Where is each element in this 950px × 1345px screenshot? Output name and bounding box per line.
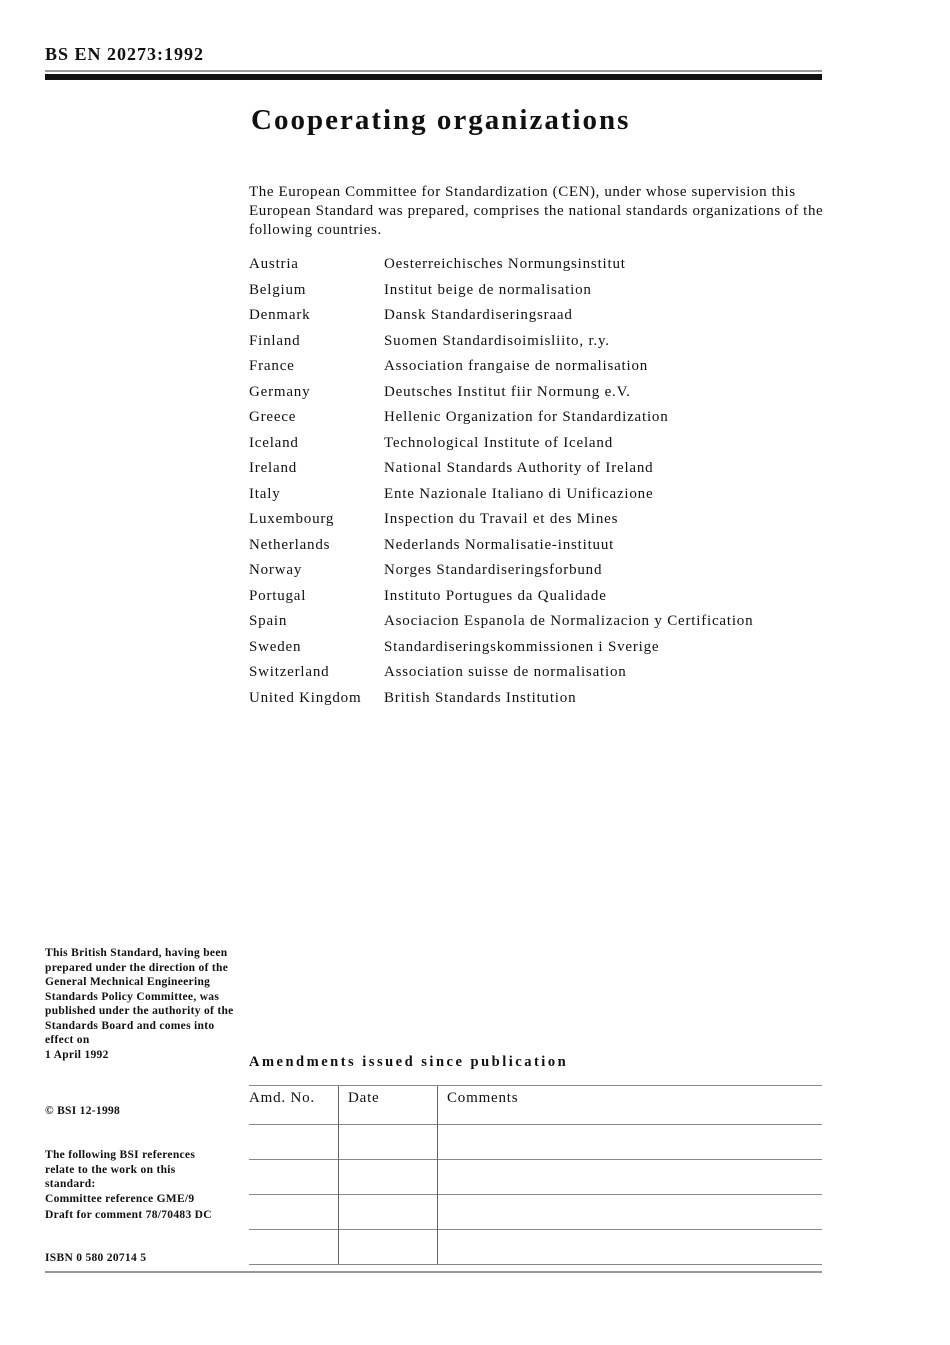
organization-name: Asociacion Espanola de Normalizacion y Certification (384, 613, 754, 629)
organization-country: Denmark (249, 307, 311, 323)
date-header: Date (339, 1086, 438, 1125)
organization-country: Greece (249, 409, 297, 425)
organization-name: Standardiseringskommissionen i Sverige (384, 638, 660, 655)
organization-name: Oesterreichisches Normungsinstitut (384, 256, 626, 272)
organization-name: British Standards Institution (384, 689, 577, 706)
references-block (45, 1148, 245, 1223)
amendment-row (249, 1125, 822, 1160)
organization-name: Ente Nazionale Italiano di Unificazione (384, 485, 654, 502)
organization-country: France (249, 358, 295, 374)
amendment-row (249, 1160, 822, 1195)
organization-country: United Kingdom (249, 689, 362, 706)
organization-country: Sweden (249, 638, 302, 655)
standard-id: BS EN 20273:1992 (45, 44, 205, 64)
organization-name: Instituto Portugues da Qualidade (384, 587, 607, 604)
organization-name: Deutsches Institut fiir Normung e.V. (384, 383, 631, 400)
organization-country: Finland (249, 332, 301, 349)
organization-name: Suomen Standardisoimisliito, r.y. (384, 332, 610, 349)
organization-name: Norges Standardiseringsforbund (384, 562, 603, 578)
amendment-row (249, 1195, 822, 1230)
references-intro: The following BSI references relate to the work on this standard: (45, 1149, 196, 1190)
organization-country: Austria (249, 256, 299, 272)
organization-country: Portugal (249, 587, 307, 604)
copyright: © BSI 12-1998 (45, 1105, 121, 1117)
organization-name: Hellenic Organization for Standardization (384, 409, 669, 425)
page-title: Cooperating organizations (251, 104, 631, 136)
organization-country: Switzerland (249, 664, 330, 680)
organization-name: Association suisse de normalisation (384, 664, 627, 680)
organization-country: Spain (249, 613, 288, 629)
footer-rule (45, 1271, 822, 1273)
organization-name: Association frangaise de normalisation (384, 358, 649, 374)
committee-reference: Committee reference GME/9 (45, 1192, 195, 1205)
isbn: ISBN 0 580 20714 5 (45, 1252, 147, 1264)
organization-country: Germany (249, 383, 311, 400)
amendments-table (249, 1085, 822, 1265)
organization-country: Belgium (249, 281, 307, 298)
effective-date: 1 April 1992 (45, 1048, 109, 1061)
organization-country: Luxembourg (249, 511, 335, 527)
organization-name: Technological Institute of Iceland (384, 434, 613, 451)
organization-name: Dansk Standardiseringsraad (384, 307, 573, 323)
header-rule-thick (45, 74, 822, 80)
organization-name: Inspection du Travail et des Mines (384, 511, 619, 527)
organization-country: Ireland (249, 460, 298, 476)
amd-no-header: Amd. No. (249, 1086, 339, 1125)
organization-name: National Standards Authority of Ireland (384, 460, 654, 476)
amendments-title: Amendments issued since publication (249, 1054, 569, 1070)
organization-country: Netherlands (249, 536, 331, 553)
amendment-row (249, 1230, 822, 1265)
publication-note: This British Standard, having been prepared under the direction of the General Mechnical Engineering Standards Policy Committee, was published under the authority of the Standards Board and comes into effect on (45, 947, 234, 1046)
amendments-header-row (249, 1086, 822, 1125)
organization-name: Nederlands Normalisatie-instituut (384, 536, 615, 553)
draft-reference: Draft for comment 78/70483 DC (45, 1209, 212, 1221)
organization-country: Italy (249, 485, 281, 502)
publication-note-block (45, 946, 235, 1062)
header-rule-thin (45, 70, 822, 72)
comments-header: Comments (438, 1086, 823, 1125)
intro-paragraph: The European Committee for Standardization (CEN), under whose supervision this European Standard was prepared, comprises the national standards organizations of the following countries. (249, 184, 824, 238)
organization-name: Institut beige de normalisation (384, 281, 592, 298)
organization-country: Iceland (249, 434, 299, 451)
organization-country: Norway (249, 562, 303, 578)
